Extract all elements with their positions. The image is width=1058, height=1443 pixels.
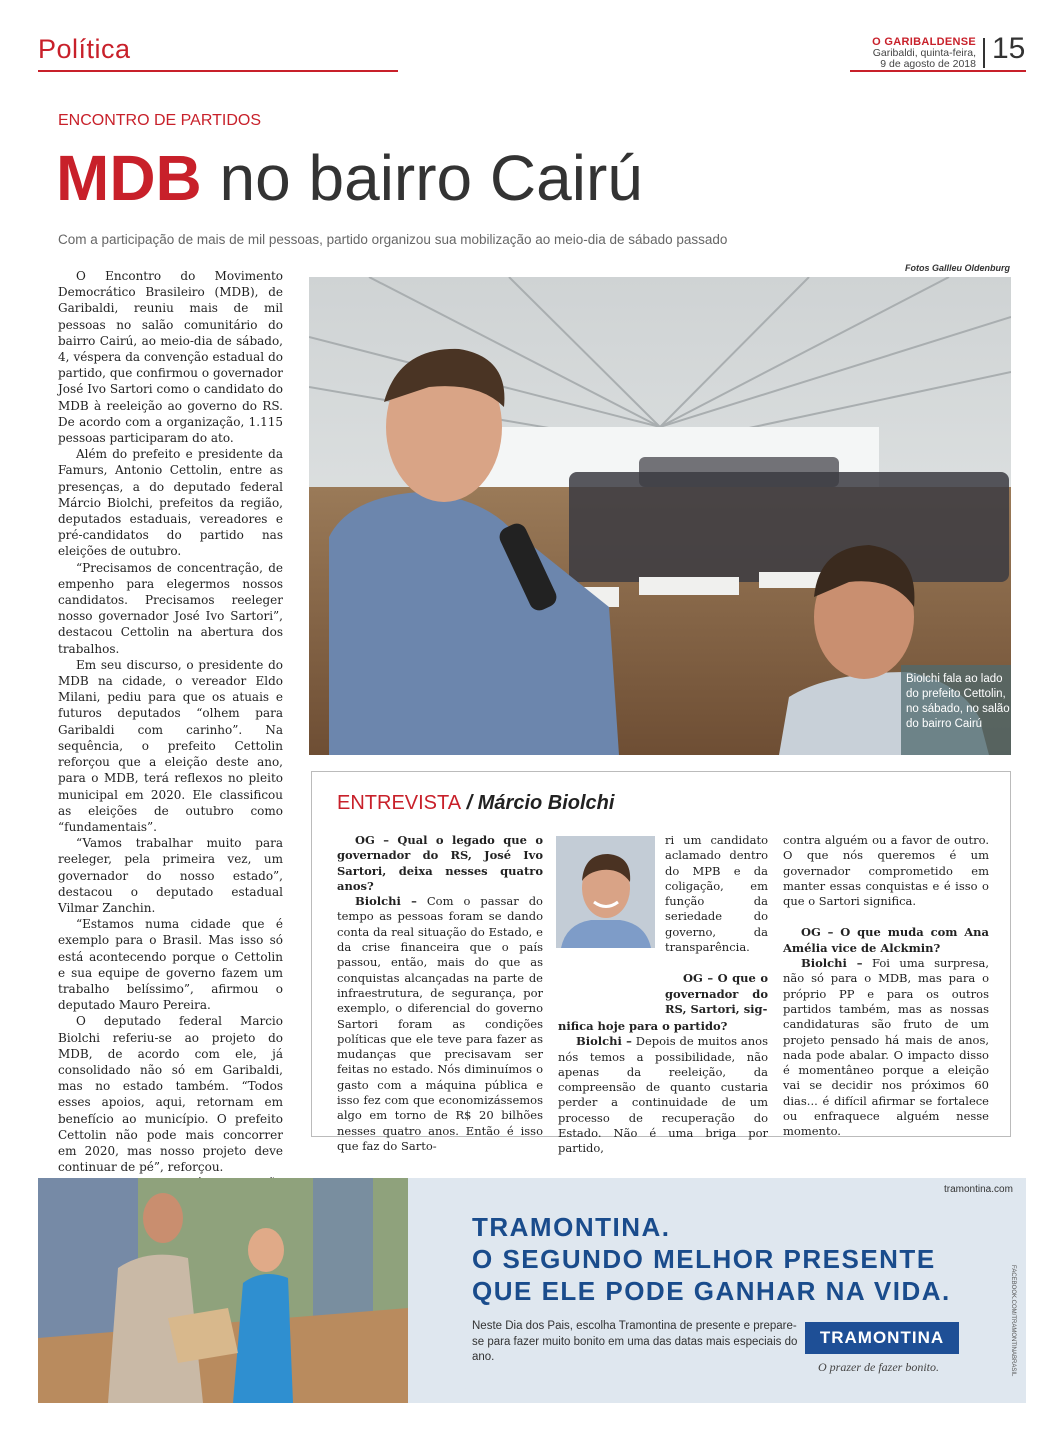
answer-text: Com o passar do tempo as pessoas foram se dando conta da real situação do Estado, e da crise financeira que o país passou, então, mais do que as conquistas alcançadas na parte de infraestrutura, de segurança, por exemplo, o diferencial do governo Sartori foram as condições políticas que ele teve para fazer as mudanças que precisavam ser feitas no estado. Nós diminuímos o gasto com a máquina pública e isso fez com que economizássemos algo em torno de R$ 20 bilhões nesses quatro anos. Então é isso que faz do Sarto- — [337, 894, 543, 1153]
section-title: Política — [38, 34, 131, 64]
interview-answer — [337, 894, 543, 1154]
page-number: 15 — [992, 32, 1026, 65]
page-number-divider — [983, 38, 985, 68]
interview-column-3 — [783, 833, 989, 1140]
article-paragraph: “Estamos numa cidade que é exemplo para o Brasil. Mas isso só está acontecendo porque o Cettolin e sua equipe de governo fazem um trabalho belíssimo”, afirmou o deputado Mauro Pereira. — [58, 917, 283, 1013]
interview-question-2-cont: nifica hoje para o partido? — [558, 1019, 728, 1033]
newspaper-name: O GARIBALDENSE — [872, 36, 976, 48]
interview-answer-3 — [783, 956, 989, 1140]
issue-date-line1: Garibaldi, quinta-feira, — [872, 47, 976, 59]
article-paragraph: O deputado federal Marcio Biolchi referiu-se ao projeto do MDB, de acordo com ele, já consolidado não só em Garibaldi, mas no estado também. “Todos esses apoios, aqui, retornam em benefício ao município. O prefeito Cettolin não pode mais concorrer em 2020, mas nosso projeto deve continuar de pé”, reforçou. — [58, 1014, 283, 1175]
interview-name: Márcio Biolchi — [477, 792, 615, 814]
header-right-rule — [850, 70, 1026, 72]
article-paragraph: Em seu discurso, o presidente do MDB na cidade, o vereador Eldo Milani, pediu para que os atuais e futuros deputados “olhem para Garibaldi com carinho”. Na sequência, o prefeito Cettolin reforçou que a eleição deste ano, para o MDB, terá reflexos no pleito municipal em 2020. Ele classificou as eleições de outubro como “fundamentais”. — [58, 657, 283, 834]
article-paragraph: Além do prefeito e presidente da Famurs, Antonio Cettolin, entre as presenças, a do deputado federal Márcio Biolchi, prefeitos da região, deputados estaduais, vereadores e pré-candidatos do partido nas eleições de outubro. — [58, 447, 283, 559]
issue-date-line2: 9 de agosto de 2018 — [880, 58, 976, 70]
interviewee-portrait — [556, 836, 655, 948]
ad-side-url — [1003, 1265, 1019, 1377]
interview-question-2: OG – O que o governador do RS, Sartori, sig- — [665, 971, 768, 1016]
article-paragraph: “Vamos trabalhar muito para reeleger, pela primeira vez, um governador do nosso estado”, destacou o deputado estadual Vilmar Zanchin. — [58, 836, 283, 915]
ad-copy: Neste Dia dos Pais, escolha Tramontina de presente e prepare-se para fazer muito bonito em uma das datas mais especiais do ano. — [472, 1320, 798, 1363]
portrait-illustration — [556, 836, 655, 948]
interview-column-2-bottom — [558, 1019, 768, 1157]
article-body — [58, 268, 283, 1289]
answer-continuation: ri um candidato aclamado dentro do MPB e da coligação, em função da seriedade do governo, da transparência. — [665, 833, 768, 955]
interview-separator: / — [461, 792, 478, 814]
ad-brand-logo[interactable]: TRAMONTINA — [805, 1322, 959, 1354]
ad-side-text: FACEBOOK.COM/TRAMONTINABRASIL — [1010, 1265, 1016, 1377]
interview-question-3: OG – O que muda com Ana Amélia vice de Alckmin? — [783, 925, 989, 955]
article-paragraph: O Encontro do Movimento Democrático Brasileiro (MDB), de Garibaldi, reuniu mais de mil pessoas no salão comunitário do bairro Cairú, ao meio-dia de sábado, 4, véspera da convenção estadual do partido, que confirmou o governador José Ivo Sartori como o candidato do MDB à reeleição ao governo do RS. De acordo com a organização, 1.115 pessoas participaram do ato. — [58, 269, 283, 446]
answer-speaker: Biolchi – — [576, 1034, 632, 1049]
ad-website[interactable]: tramontina.com — [944, 1184, 1013, 1195]
article-headline — [56, 140, 643, 216]
answer-text: Depois de muitos anos nós temos a possibilidade, não apenas da reeleição, da compreensão de quanto custaria perder a continuidade de um processo de recuperação do Estado. Não é uma briga por partido, — [558, 1034, 768, 1156]
headline-rest: no bairro Cairú — [201, 142, 643, 214]
interview-answer-2 — [558, 1034, 768, 1156]
headline-accent: MDB — [56, 142, 202, 214]
photo-credit: Fotos Gallleu Oldenburg — [904, 263, 1010, 273]
article-subhead: Com a participação de mais de mil pessoas, partido organizou sua mobilização ao meio-dia de sábado passado — [58, 232, 728, 247]
interview-label: ENTREVISTA — [337, 792, 462, 814]
photo-caption: Biolchi fala ao lado do prefeito Cettolin, no sábado, no salão do bairro Cairú — [906, 673, 1010, 730]
ad-headline-line1: TRAMONTINA. — [472, 1212, 671, 1242]
interview-title — [337, 792, 614, 815]
interview-column-1 — [337, 833, 543, 1154]
interview-column-2-top — [665, 833, 768, 1017]
article-kicker: ENCONTRO DE PARTIDOS — [58, 112, 261, 129]
answer-text: Foi uma surpresa, não só para o MDB, mas para o próprio PP e para os outros partidos também, mas as nossas candidaturas são fruto de um projeto pensado há mais de anos, nada pode abalar. O impacto disso é momentâneo porque a eleição vai se decidir nos próximos 60 dias... é difícil afirmar se fortalece ou enfraquece alguém nesse momento. — [783, 956, 989, 1139]
ad-slogan: O prazer de fazer bonito. — [818, 1360, 939, 1374]
interview-question: OG – Qual o legado que o governador do RS, José Ivo Sartori, deixa nesses quatro anos? — [337, 833, 543, 893]
section-rule — [38, 70, 398, 72]
ad-headline-line2: O SEGUNDO MELHOR PRESENTE — [472, 1244, 936, 1274]
ad-headline-line3: QUE ELE PODE GANHAR NA VIDA. — [472, 1276, 951, 1306]
answer-2-continuation: contra alguém ou a favor de outro. O que nós queremos é um governador comprometido em manter essas conquistas e é isso o que o Sartori significa. — [783, 833, 989, 909]
answer-speaker: Biolchi – — [801, 956, 863, 971]
answer-speaker: Biolchi – — [355, 894, 417, 909]
article-paragraph: “Precisamos de concentração, de empenho para elegermos nossos candidatos. Precisamos reeleger nosso governador José Ivo Sartori”, destacou Cettolin na abertura dos trabalhos. — [58, 560, 283, 656]
